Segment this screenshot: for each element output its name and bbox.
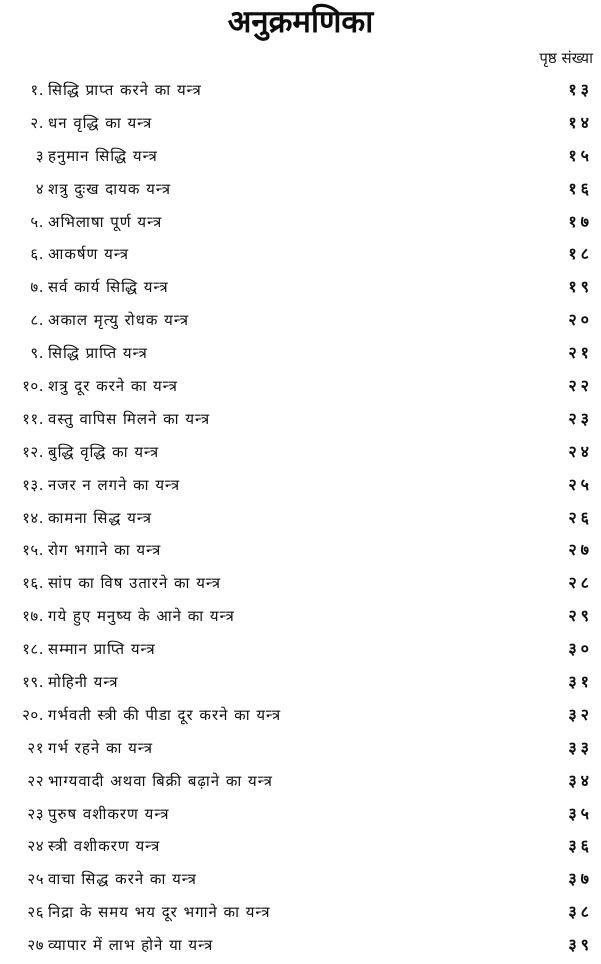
entry-title: नजर न लगने का यन्त्र [48,475,181,494]
entry-page-number: २२ [568,376,593,396]
entry-number: ६. [30,245,44,264]
entry-page-number: ३८ [568,902,593,922]
entry-number: २२ [27,771,44,790]
entry-number: ११. [22,409,44,428]
entry-title: अभिलाषा पूर्ण यन्त्र [48,212,163,231]
toc-entry [0,798,601,831]
entry-title: कामना सिद्ध यन्त्र [48,508,152,527]
entry-page-number: ३५ [568,803,593,823]
toc-entry [0,206,601,239]
entry-page-number: १६ [568,178,593,198]
toc-entry [0,403,601,436]
entry-page-number: २९ [568,606,593,626]
entry-title: स्त्री वशीकरण यन्त्र [48,837,161,856]
entry-number: १६. [22,574,44,593]
entry-number: १३. [22,475,44,494]
entry-number: २०. [22,705,44,724]
entry-title: शत्रु दूर करने का यन्त्र [48,377,178,396]
entry-number: ५. [30,212,44,231]
entry-title: सिद्धि प्राप्ति यन्त्र [48,344,148,363]
entry-page-number: ३६ [568,836,593,856]
entry-title: सिद्धि प्राप्त करने का यन्त्र [48,81,202,99]
page-number-column-header: पृष्ठ संख्या [539,49,593,67]
entry-page-number: २१ [568,343,593,363]
toc-entry [0,765,601,798]
entry-number: ८. [30,311,44,330]
entry-title: बुद्धि वृद्धि का यन्त्र [48,442,160,461]
entry-title: भाग्यवादी अथवा बिक्री बढ़ाने का यन्त्र [48,771,273,790]
entry-title: निद्रा के समय भय दूर भगाने का यन्त्र [48,903,271,922]
toc-entry [0,238,601,271]
entry-number: १८. [22,640,44,659]
entry-title: गर्भवती स्त्री की पीडा दूर करने का यन्त्र [48,705,282,724]
entry-title: वस्तु वापिस मिलने का यन्त्र [48,409,211,428]
toc-entry [0,699,601,732]
toc-entry [0,732,601,765]
entry-number: २७ [27,936,44,955]
entry-number: १९. [22,673,44,692]
entry-number: २३ [27,804,44,823]
entry-title: वाचा सिद्ध करने का यन्त्र [48,870,197,889]
entry-page-number: १९ [568,277,593,297]
entry-page-number: २७ [568,540,593,560]
entry-number: १२. [22,442,44,461]
entry-page-number: १८ [568,244,593,264]
entry-title: शत्रु दुःख दायक यन्त्र [48,179,171,198]
entry-title: पुरुष वशीकरण यन्त्र [48,804,170,823]
entry-title: अकाल मृत्यु रोधक यन्त्र [48,311,189,330]
entry-number: १७. [22,607,44,626]
entry-page-number: २३ [568,408,593,428]
entry-number: ७. [30,278,44,297]
entry-number: ४ [35,179,44,198]
entry-page-number: २४ [568,441,593,461]
toc-entry [0,666,601,699]
entry-page-number: ३९ [568,935,593,955]
entry-title: गर्भ रहने का यन्त्र [48,738,153,757]
entry-page-number: ३० [568,639,593,659]
entry-title: मोहिनी यन्त्र [48,673,119,692]
toc-entry [0,107,601,140]
toc-entry [0,863,601,896]
toc-entry [0,370,601,403]
entry-title: धन वृद्धि का यन्त्र [48,113,153,132]
entry-title: आकर्षण यन्त्र [48,245,129,264]
entry-page-number: १४ [568,112,593,132]
page-title: अनुक्रमणिका [227,4,374,40]
toc-entry [0,337,601,370]
entry-number: २१ [27,738,44,757]
entry-title: व्यापार में लाभ होने या यन्त्र [48,936,214,955]
entry-title: गये हुए मनुष्य के आने का यन्त्र [48,607,235,626]
toc-entry [0,633,601,666]
entry-page-number: ३३ [568,737,593,757]
entry-number: १. [30,81,44,99]
toc-entry [0,567,601,600]
toc-entry [0,929,601,962]
toc-entry [0,534,601,567]
toc-entry [0,271,601,304]
entry-number: ३ [35,146,44,165]
toc-entry [0,173,601,206]
toc-entry [0,830,601,863]
entry-number: १५. [22,541,44,560]
entry-page-number: १५ [568,145,593,165]
entry-page-number: २८ [568,573,593,593]
entry-number: १४. [22,508,44,527]
entry-page-number: ३२ [568,704,593,724]
entry-page-number: ३१ [568,672,593,692]
toc-entry [0,140,601,173]
entry-number: २. [30,113,44,132]
entry-page-number: २० [568,310,593,330]
toc-entry [0,502,601,535]
entry-number: २४ [27,837,44,856]
toc-entry [0,304,601,337]
toc-entry [0,469,601,502]
entry-title: सर्व कार्य सिद्धि यन्त्र [48,278,169,297]
entry-page-number: १३ [568,80,593,99]
entry-title: रोग भगाने का यन्त्र [48,541,162,560]
entry-page-number: २५ [568,474,593,494]
table-of-contents [0,74,601,962]
toc-entry [0,600,601,633]
toc-entry [0,74,601,107]
entry-title: सम्मान प्राप्ति यन्त्र [48,640,156,659]
entry-page-number: २६ [568,507,593,527]
entry-number: २६ [27,903,44,922]
entry-number: ९. [30,344,44,363]
entry-title: सांप का विष उतारने का यन्त्र [48,574,222,593]
toc-entry [0,896,601,929]
entry-page-number: ३४ [568,770,593,790]
entry-page-number: १७ [568,211,593,231]
entry-page-number: ३७ [568,869,593,889]
toc-entry [0,436,601,469]
entry-title: हनुमान सिद्धि यन्त्र [48,146,158,165]
entry-number: २५ [27,870,44,889]
entry-number: १०. [22,377,44,396]
